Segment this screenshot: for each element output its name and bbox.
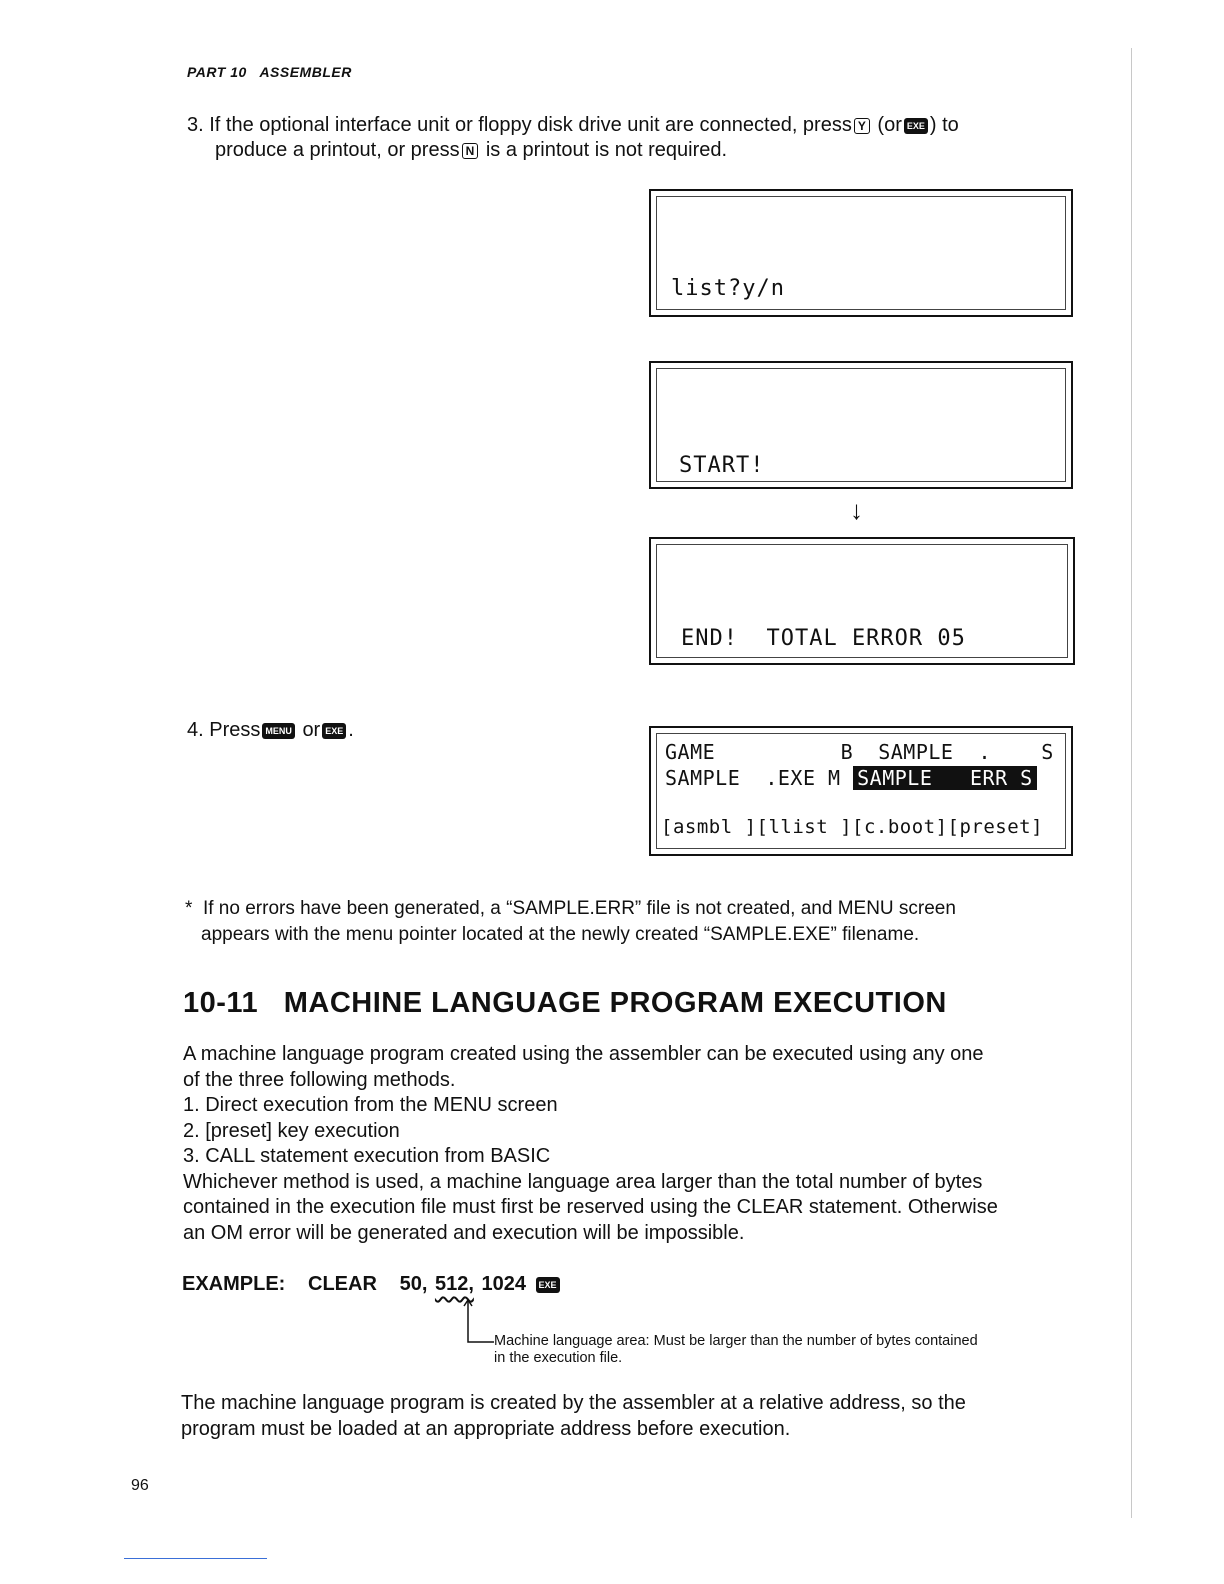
menu-key-icon: MENU [262,723,295,739]
menu-function-keys: [asmbl ][llist ][c.boot][preset] [661,816,1044,838]
footer-rule [124,1558,267,1559]
lcd-end-text: END! TOTAL ERROR 05 [681,626,966,651]
closing-paragraph: The machine language program is created by the assembler at a relative address, so the program must be loaded at an appropriate address before execution. [181,1392,966,1440]
list-item: 2. [preset] key execution [183,1119,400,1142]
step-3-line-2: produce a printout, or press N is a printout is not required. [215,139,728,161]
exe-key-icon: EXE [322,723,346,739]
example-command: CLEAR [308,1273,377,1295]
example-highlighted-argument: 512, [434,1273,474,1295]
exe-key-icon: EXE [536,1277,560,1293]
running-header [187,64,352,80]
n-key-icon: N [462,143,479,159]
lcd-list-prompt-text: list?y/n [671,276,785,301]
menu-row-1: GAME B SAMPLE . S [665,740,1054,764]
menu-pointer-highlight: SAMPLE ERR S [853,766,1037,790]
section-heading [183,987,947,1020]
step-4: 4. Press MENU or EXE . [187,719,354,741]
lcd-start-text: START! [679,453,765,478]
list-item: 1. Direct execution from the MENU screen [183,1094,558,1116]
menu-row-2: SAMPLE .EXE M SAMPLE ERR S [665,766,1037,790]
lcd-screen-end [649,537,1075,665]
step-3 [187,113,1087,163]
lcd-menu-screen [649,726,1073,856]
example-line: EXAMPLE: CLEAR 50, 512, 1024 EXE [182,1273,562,1296]
section-title: MACHINE LANGUAGE PROGRAM EXECUTION [283,987,947,1019]
exe-key-icon: EXE [904,118,928,134]
step-3-line-1: 3. If the optional interface unit or floppy disk drive unit are connected, press Y (or EXE ) to [187,114,959,136]
page-edge-divider [1131,48,1132,1518]
header-part: PART 10 [187,64,247,80]
lcd-screen-start [649,361,1073,489]
list-item: 3. CALL statement execution from BASIC [183,1145,551,1167]
section-number: 10-11 [183,987,259,1019]
header-section: ASSEMBLER [259,64,352,80]
page-number: 96 [131,1477,149,1494]
y-key-icon: Y [854,118,870,134]
down-arrow-icon: ↓ [850,495,863,525]
lcd-screen-list-prompt [649,189,1073,317]
example-annotation: Machine language area: Must be larger than the number of bytes contained in the execution file. [494,1333,978,1366]
footnote: * If no errors have been generated, a “SAMPLE.ERR” file is not created, and MENU screen appears with the menu pointer located at the newly created “SAMPLE.EXE” filename. [185,898,956,945]
example-label: EXAMPLE: [182,1273,286,1295]
section-body: A machine language program created using the assembler can be executed using any one of the three following methods. 1. Direct execution from the MENU screen 2. [preset] key execution 3. CALL statement execution from BASIC Whichever method is used, a machine language area larger than the total number of bytes contained in the execution file must first be reserved using the CLEAR statement. Otherwise an OM error will be generated and execution will be impossible. [183,1042,1083,1246]
